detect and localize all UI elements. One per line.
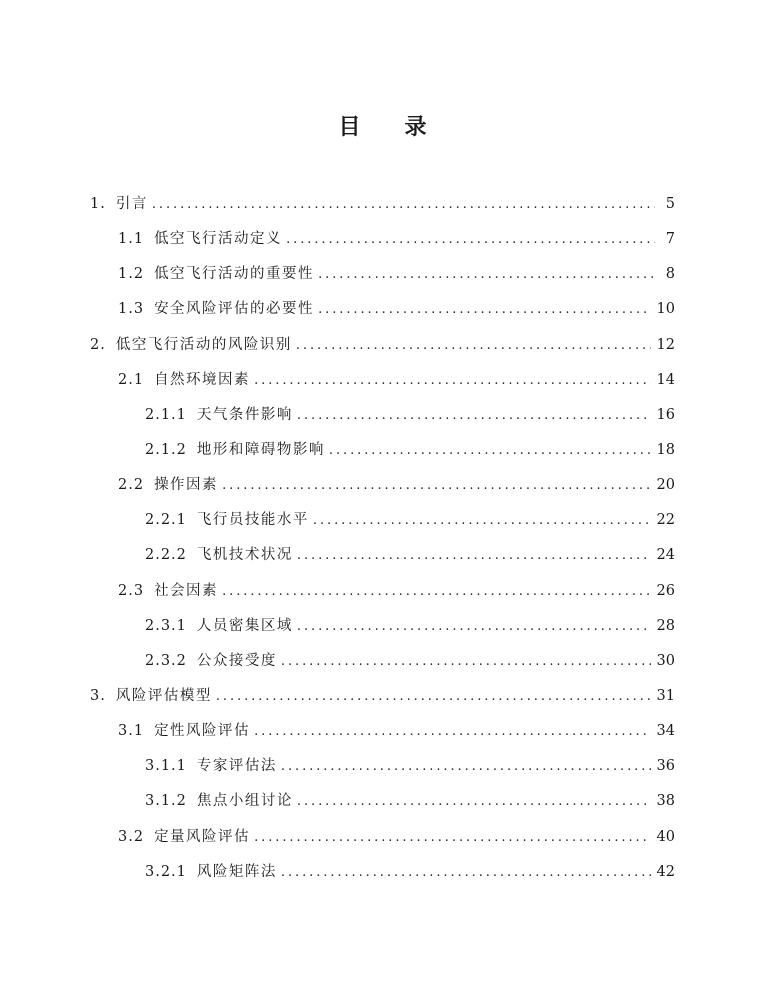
toc-entry-page-number: 24 [656, 547, 675, 564]
toc-entry-number: 2.2 [118, 477, 145, 494]
toc-dot-leader [297, 538, 651, 573]
toc-entry[interactable] [90, 784, 675, 819]
toc-entry[interactable] [90, 468, 675, 503]
toc-entry-number: 2. [90, 336, 106, 353]
toc-entry-title: 低空飞行活动定义 [154, 231, 283, 248]
toc-dot-leader [297, 609, 651, 644]
toc-entry-number: 2.3.1 [145, 617, 187, 634]
toc-entry-page-number: 10 [656, 301, 675, 318]
toc-entry-title: 天气条件影响 [196, 406, 293, 423]
toc-entry[interactable] [90, 187, 675, 222]
toc-entry-page-number: 20 [656, 477, 675, 494]
toc-dot-leader [254, 714, 650, 749]
toc-entry-page-number: 28 [656, 617, 675, 634]
toc-entry[interactable] [90, 538, 675, 573]
toc-entry-title: 风险评估模型 [115, 688, 212, 705]
toc-entry-number: 2.2.2 [145, 547, 187, 564]
toc-dot-leader [281, 855, 651, 890]
toc-dot-leader [329, 433, 651, 468]
toc-entry-number: 1.2 [118, 266, 145, 283]
toc-entry[interactable] [90, 855, 675, 890]
toc-entry-page-number: 12 [656, 336, 675, 353]
toc-entry-title: 低空飞行活动的风险识别 [115, 336, 292, 353]
toc-dot-leader [216, 679, 651, 714]
toc-entry[interactable] [90, 503, 675, 538]
toc-entry-title: 飞行员技能水平 [196, 512, 309, 529]
toc-entry-title: 专家评估法 [196, 758, 277, 775]
toc-entry[interactable] [90, 328, 675, 363]
toc-entry-number: 3. [90, 688, 106, 705]
toc-entry-page-number: 36 [656, 758, 675, 775]
toc-entry-number: 2.1 [118, 371, 145, 388]
toc-dot-leader [296, 328, 651, 363]
toc-entry-title: 社会因素 [154, 582, 219, 599]
toc-entry-number: 3.1.2 [145, 793, 187, 810]
toc-dot-leader [222, 574, 650, 609]
toc-entry-number: 2.2.1 [145, 512, 187, 529]
toc-entry-number: 1. [90, 196, 106, 213]
toc-entry-page-number: 16 [656, 406, 675, 423]
toc-dot-leader [286, 222, 655, 257]
toc-entry-number: 2.1.1 [145, 406, 187, 423]
toc-entry[interactable] [90, 292, 675, 327]
toc-entry[interactable] [90, 574, 675, 609]
page-title: 目 录 [338, 115, 427, 140]
toc-entry[interactable] [90, 644, 675, 679]
toc-entry-title: 人员密集区域 [196, 617, 293, 634]
toc-dot-leader [297, 784, 651, 819]
toc-entry-page-number: 34 [656, 723, 675, 740]
toc-dot-leader [318, 257, 655, 292]
toc-entry-title: 低空飞行活动的重要性 [154, 266, 315, 283]
toc-entry-number: 1.3 [118, 301, 145, 318]
toc-entry-title: 风险矩阵法 [196, 863, 277, 880]
toc-entry-title: 安全风险评估的必要性 [154, 301, 315, 318]
toc-entry-number: 1.1 [118, 231, 145, 248]
toc-entry-number: 2.3.2 [145, 652, 187, 669]
toc-entry-page-number: 8 [665, 266, 675, 283]
toc-entry-page-number: 38 [656, 793, 675, 810]
toc-entry[interactable] [90, 222, 675, 257]
toc-entry-title: 焦点小组讨论 [196, 793, 293, 810]
toc-entry[interactable] [90, 714, 675, 749]
toc-entry-page-number: 42 [656, 863, 675, 880]
toc-entry[interactable] [90, 679, 675, 714]
toc-entry-number: 3.2.1 [145, 863, 187, 880]
toc-dot-leader [313, 503, 651, 538]
table-of-contents [90, 187, 675, 890]
toc-entry[interactable] [90, 398, 675, 433]
toc-entry[interactable] [90, 433, 675, 468]
toc-dot-leader [297, 398, 651, 433]
toc-entry-page-number: 31 [656, 688, 675, 705]
toc-entry-page-number: 5 [665, 196, 675, 213]
toc-entry-page-number: 7 [665, 231, 675, 248]
toc-entry-number: 2.1.2 [145, 442, 187, 459]
toc-dot-leader [152, 187, 655, 222]
toc-entry[interactable] [90, 363, 675, 398]
toc-entry-title: 自然环境因素 [154, 371, 251, 388]
toc-entry-number: 3.2 [118, 828, 145, 845]
toc-entry-title: 公众接受度 [196, 652, 277, 669]
toc-entry-page-number: 18 [656, 442, 675, 459]
toc-entry-page-number: 40 [656, 828, 675, 845]
toc-dot-leader [254, 363, 650, 398]
toc-dot-leader [281, 644, 651, 679]
toc-entry-page-number: 30 [656, 652, 675, 669]
toc-entry-title: 定量风险评估 [154, 828, 251, 845]
toc-entry[interactable] [90, 257, 675, 292]
toc-dot-leader [318, 292, 650, 327]
toc-entry-page-number: 26 [656, 582, 675, 599]
toc-entry-page-number: 22 [656, 512, 675, 529]
toc-dot-leader [254, 820, 650, 855]
toc-entry-number: 3.1 [118, 723, 145, 740]
toc-entry-title: 引言 [115, 196, 148, 213]
toc-entry-title: 定性风险评估 [154, 723, 251, 740]
toc-entry-title: 飞机技术状况 [196, 547, 293, 564]
toc-entry-number: 2.3 [118, 582, 145, 599]
toc-dot-leader [222, 468, 650, 503]
toc-entry-page-number: 14 [656, 371, 675, 388]
toc-entry-number: 3.1.1 [145, 758, 187, 775]
toc-entry-title: 操作因素 [154, 477, 219, 494]
toc-entry[interactable] [90, 609, 675, 644]
toc-entry-title: 地形和障碍物影响 [196, 442, 325, 459]
toc-dot-leader [281, 749, 651, 784]
toc-entry[interactable] [90, 820, 675, 855]
toc-entry[interactable] [90, 749, 675, 784]
